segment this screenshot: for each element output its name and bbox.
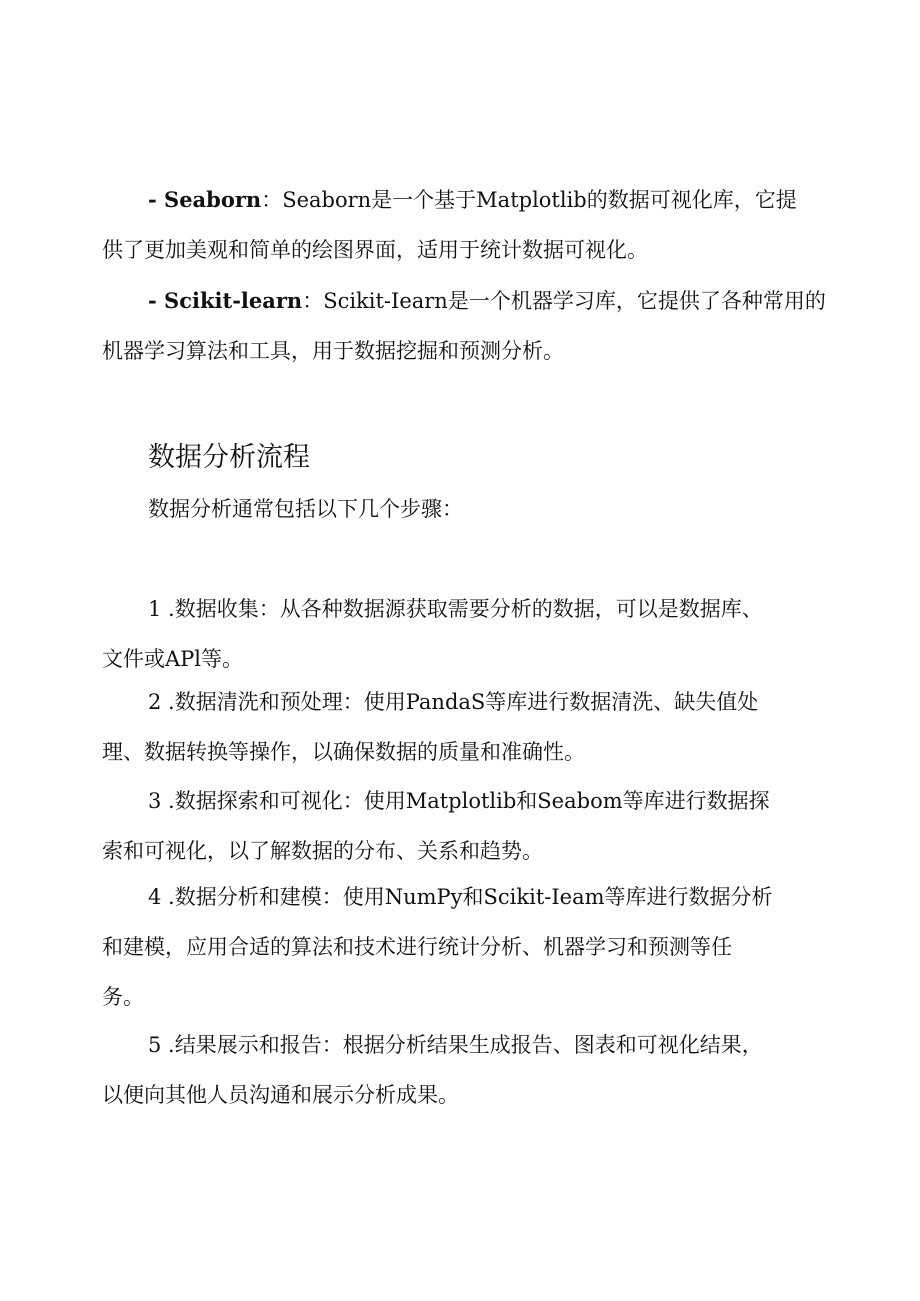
step-1	[102, 584, 832, 684]
scikit-desc-1: Scikit-Iearn是一个机器学习库，它提供了各种常用的	[323, 289, 826, 313]
seaborn-desc-2: 供了更加美观和简单的绘图界面，适用于统计数据可视化。	[102, 238, 648, 262]
term-separator: ：	[302, 289, 324, 313]
scikit-learn-term: Scikit-learn	[164, 288, 303, 313]
step-2	[102, 677, 832, 777]
step-5-line-2: 以便向其他人员沟通和展示分析成果。	[102, 1083, 459, 1107]
seaborn-line-1	[102, 175, 832, 225]
step-3-line-2: 索和可视化，以了解数据的分布、关系和趋势。	[102, 839, 543, 863]
step-5	[102, 1020, 832, 1120]
scikit-desc-2: 机器学习算法和工具，用于数据挖掘和预测分析。	[102, 339, 564, 363]
bullet-dash: -	[148, 288, 165, 313]
step-3	[102, 776, 832, 876]
scikit-learn-bullet	[102, 276, 832, 376]
step-4-line-3: 务。	[102, 985, 144, 1009]
step-4-line-2: 和建模，应用合适的算法和技术进行统计分析、机器学习和预测等任	[102, 935, 732, 959]
step-2-line-2: 理、数据转换等操作，以确保数据的质量和准确性。	[102, 740, 585, 764]
step-2-line-1: 2 .数据清洗和预处理：使用PandaS等库进行数据清洗、缺失值处	[148, 690, 759, 714]
step-4	[102, 872, 832, 1022]
step-5-line-1: 5 .结果展示和报告：根据分析结果生成报告、图表和可视化结果，	[148, 1033, 763, 1057]
step-1-line-1: 1 .数据收集：从各种数据源获取需要分析的数据，可以是数据库、	[148, 597, 763, 621]
step-4-line-1: 4 .数据分析和建模：使用NumPy和Scikit-Ieam等库进行数据分析	[148, 885, 773, 909]
seaborn-desc-1: Seaborn是一个基于Matplotlib的数据可视化库，它提	[282, 188, 797, 212]
seaborn-bullet	[102, 175, 832, 275]
term-separator: ：	[261, 188, 283, 212]
section-heading: 数据分析流程	[148, 442, 310, 473]
step-1-line-2: 文件或APl等。	[102, 647, 244, 671]
step-3-line-1: 3 .数据探索和可视化：使用Matplotlib和Seabom等库进行数据探	[148, 789, 770, 813]
scikit-line-1	[102, 276, 832, 326]
section-intro	[102, 484, 832, 534]
bullet-dash: -	[148, 187, 165, 212]
intro-text: 数据分析通常包括以下几个步骤：	[148, 497, 463, 521]
seaborn-term: Seaborn	[164, 187, 262, 212]
